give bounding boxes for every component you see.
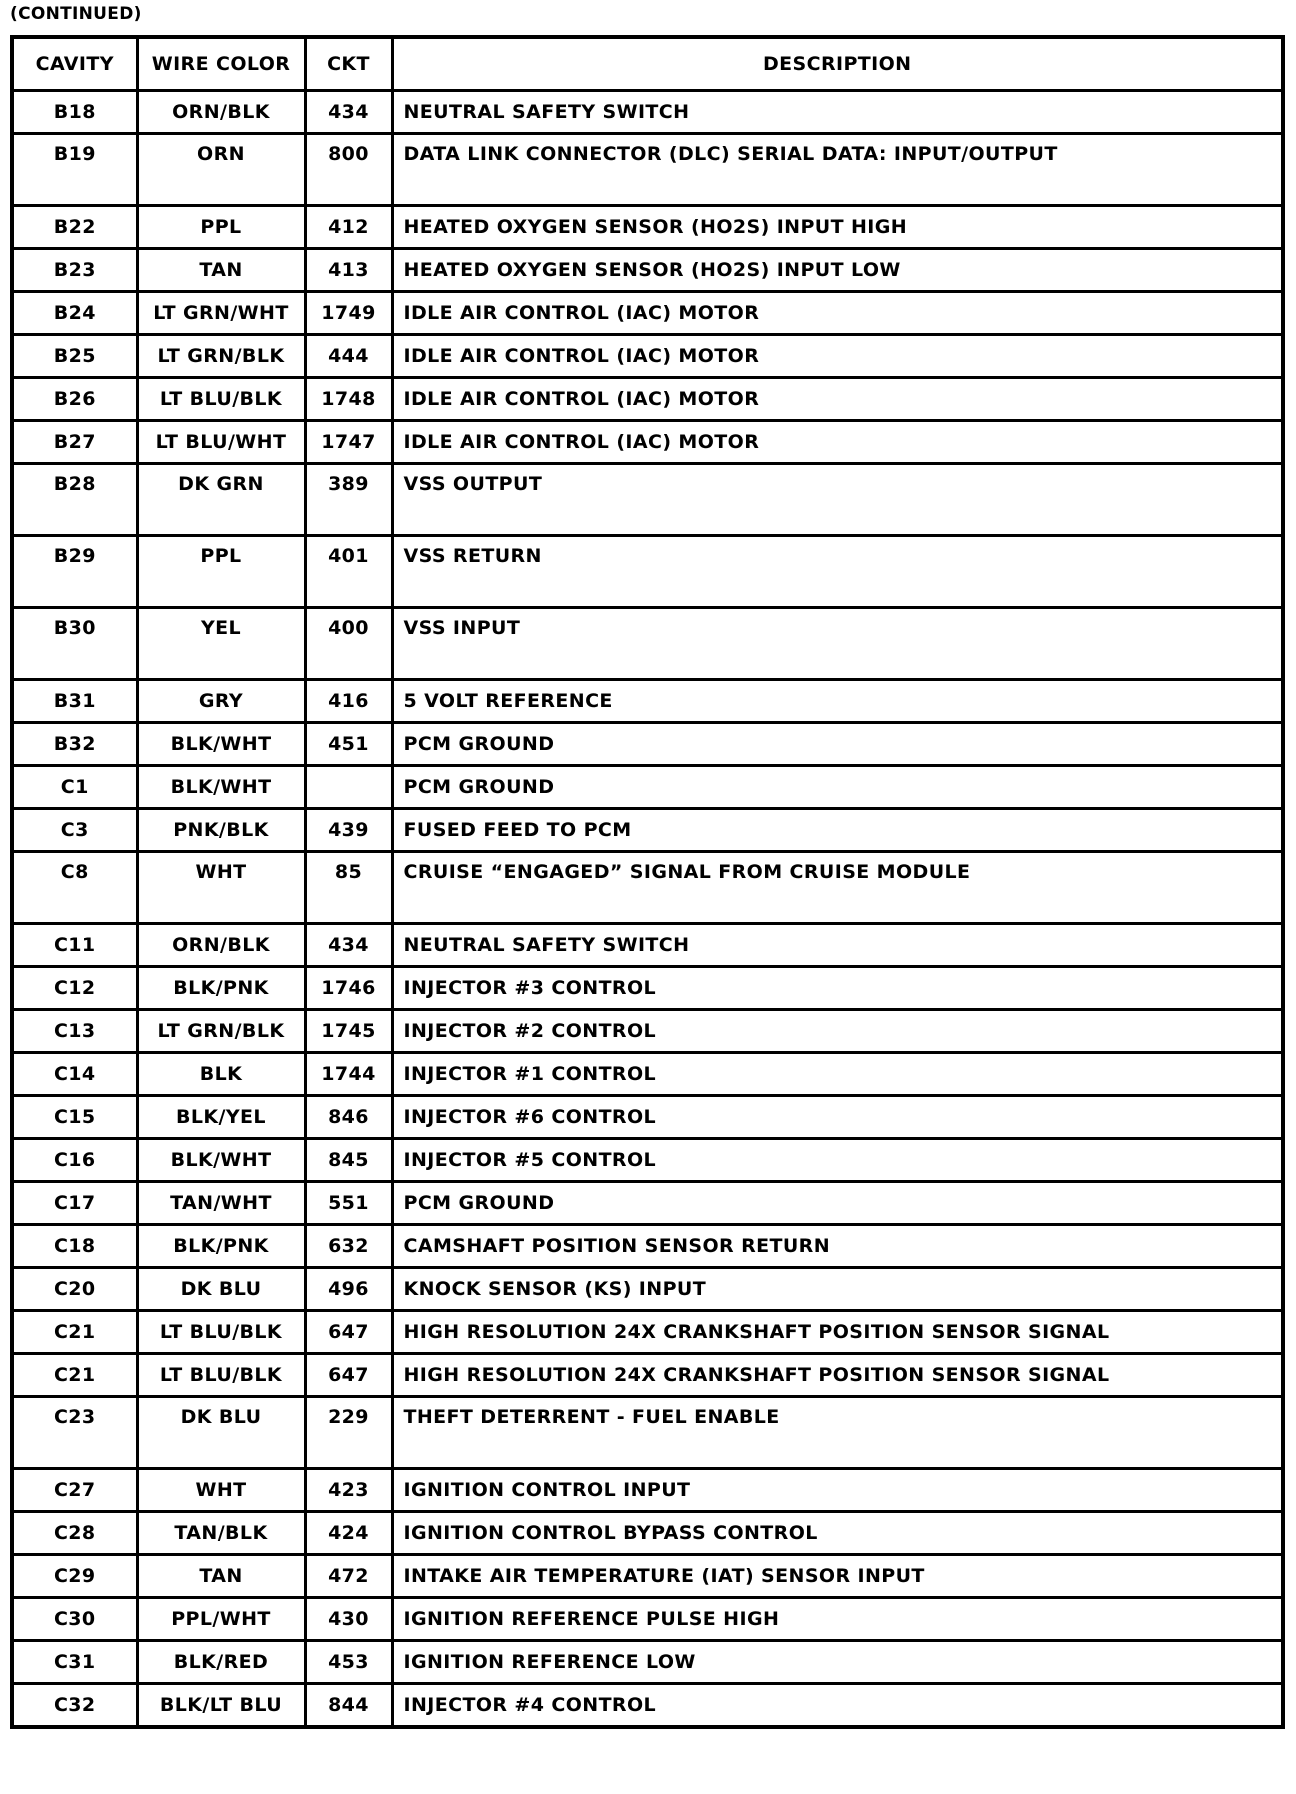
table-row (12, 1268, 1283, 1311)
cavity-cell: C13 (12, 1010, 137, 1053)
table-row (12, 852, 1283, 924)
description-cell: PCM GROUND (392, 766, 1283, 809)
cavity-cell: B31 (12, 680, 137, 723)
table-row (12, 421, 1283, 464)
ckt-cell: 229 (305, 1397, 392, 1469)
wire-color-cell: PPL (137, 536, 305, 608)
header-row (12, 37, 1283, 91)
ckt-cell: 1747 (305, 421, 392, 464)
table-row (12, 723, 1283, 766)
wire-color-cell: LT GRN/BLK (137, 335, 305, 378)
wire-color-header: WIRE COLOR (137, 37, 305, 91)
table-row (12, 249, 1283, 292)
wire-color-cell: TAN/BLK (137, 1512, 305, 1555)
description-header: DESCRIPTION (392, 37, 1283, 91)
description-cell: INTAKE AIR TEMPERATURE (IAT) SENSOR INPUT (392, 1555, 1283, 1598)
wire-color-cell: BLK/WHT (137, 766, 305, 809)
table-row (12, 1598, 1283, 1641)
wire-color-cell: GRY (137, 680, 305, 723)
description-cell: INJECTOR #2 CONTROL (392, 1010, 1283, 1053)
ckt-cell: 1745 (305, 1010, 392, 1053)
ckt-cell: 416 (305, 680, 392, 723)
cavity-cell: C20 (12, 1268, 137, 1311)
cavity-cell: C8 (12, 852, 137, 924)
wire-color-cell: ORN/BLK (137, 91, 305, 134)
description-cell: VSS RETURN (392, 536, 1283, 608)
table-row (12, 924, 1283, 967)
description-cell: INJECTOR #3 CONTROL (392, 967, 1283, 1010)
ckt-cell: 846 (305, 1096, 392, 1139)
cavity-cell: B26 (12, 378, 137, 421)
table-row (12, 608, 1283, 680)
table-row (12, 378, 1283, 421)
table-row (12, 1555, 1283, 1598)
ckt-cell: 1746 (305, 967, 392, 1010)
cavity-cell: B24 (12, 292, 137, 335)
connector-pinout-table (10, 35, 1285, 1729)
table-row (12, 809, 1283, 852)
description-cell: NEUTRAL SAFETY SWITCH (392, 91, 1283, 134)
ckt-cell: 844 (305, 1684, 392, 1728)
cavity-cell: C11 (12, 924, 137, 967)
description-cell: IDLE AIR CONTROL (IAC) MOTOR (392, 335, 1283, 378)
ckt-cell: 439 (305, 809, 392, 852)
continued-note: (CONTINUED) (10, 4, 142, 24)
wire-color-cell: TAN (137, 249, 305, 292)
table-row (12, 680, 1283, 723)
wire-color-cell: LT GRN/BLK (137, 1010, 305, 1053)
description-cell: INJECTOR #4 CONTROL (392, 1684, 1283, 1728)
ckt-cell: 800 (305, 134, 392, 206)
description-cell: IDLE AIR CONTROL (IAC) MOTOR (392, 378, 1283, 421)
ckt-cell (305, 766, 392, 809)
table-row (12, 335, 1283, 378)
description-cell: INJECTOR #6 CONTROL (392, 1096, 1283, 1139)
description-cell: FUSED FEED TO PCM (392, 809, 1283, 852)
table-row (12, 1684, 1283, 1728)
ckt-cell: 496 (305, 1268, 392, 1311)
description-cell: INJECTOR #5 CONTROL (392, 1139, 1283, 1182)
description-cell: HIGH RESOLUTION 24X CRANKSHAFT POSITION SENSOR SIGNAL (392, 1311, 1283, 1354)
cavity-cell: B30 (12, 608, 137, 680)
cavity-header: CAVITY (12, 37, 137, 91)
wire-color-cell: DK BLU (137, 1268, 305, 1311)
ckt-cell: 412 (305, 206, 392, 249)
table-row (12, 206, 1283, 249)
table-row (12, 1182, 1283, 1225)
wire-color-cell: WHT (137, 1469, 305, 1512)
table-row (12, 1512, 1283, 1555)
wire-color-cell: LT BLU/BLK (137, 1354, 305, 1397)
cavity-cell: C27 (12, 1469, 137, 1512)
table-row (12, 1139, 1283, 1182)
cavity-cell: B27 (12, 421, 137, 464)
table-row (12, 1354, 1283, 1397)
wire-color-cell: PNK/BLK (137, 809, 305, 852)
wire-color-cell: ORN/BLK (137, 924, 305, 967)
wire-color-cell: TAN (137, 1555, 305, 1598)
cavity-cell: C31 (12, 1641, 137, 1684)
wire-color-cell: YEL (137, 608, 305, 680)
wire-color-cell: DK BLU (137, 1397, 305, 1469)
table-row (12, 292, 1283, 335)
table-row (12, 1397, 1283, 1469)
cavity-cell: C21 (12, 1354, 137, 1397)
cavity-cell: B28 (12, 464, 137, 536)
ckt-cell: 647 (305, 1354, 392, 1397)
wire-color-cell: ORN (137, 134, 305, 206)
description-cell: CAMSHAFT POSITION SENSOR RETURN (392, 1225, 1283, 1268)
ckt-cell: 430 (305, 1598, 392, 1641)
cavity-cell: B32 (12, 723, 137, 766)
ckt-cell: 1748 (305, 378, 392, 421)
ckt-cell: 389 (305, 464, 392, 536)
ckt-header: CKT (305, 37, 392, 91)
description-cell: CRUISE “ENGAGED” SIGNAL FROM CRUISE MODULE (392, 852, 1283, 924)
table-row (12, 134, 1283, 206)
wire-color-cell: LT BLU/WHT (137, 421, 305, 464)
wire-color-cell: TAN/WHT (137, 1182, 305, 1225)
wire-color-cell: PPL/WHT (137, 1598, 305, 1641)
table-row (12, 536, 1283, 608)
ckt-cell: 551 (305, 1182, 392, 1225)
ckt-cell: 1749 (305, 292, 392, 335)
ckt-cell: 632 (305, 1225, 392, 1268)
description-cell: NEUTRAL SAFETY SWITCH (392, 924, 1283, 967)
cavity-cell: C1 (12, 766, 137, 809)
ckt-cell: 434 (305, 91, 392, 134)
wire-color-cell: BLK/LT BLU (137, 1684, 305, 1728)
description-cell: 5 VOLT REFERENCE (392, 680, 1283, 723)
ckt-cell: 472 (305, 1555, 392, 1598)
description-cell: IGNITION REFERENCE PULSE HIGH (392, 1598, 1283, 1641)
wire-color-cell: DK GRN (137, 464, 305, 536)
ckt-cell: 423 (305, 1469, 392, 1512)
cavity-cell: C12 (12, 967, 137, 1010)
description-cell: IDLE AIR CONTROL (IAC) MOTOR (392, 421, 1283, 464)
ckt-cell: 401 (305, 536, 392, 608)
description-cell: KNOCK SENSOR (KS) INPUT (392, 1268, 1283, 1311)
description-cell: IGNITION CONTROL BYPASS CONTROL (392, 1512, 1283, 1555)
cavity-cell: C32 (12, 1684, 137, 1728)
wire-color-cell: BLK/WHT (137, 1139, 305, 1182)
description-cell: IGNITION CONTROL INPUT (392, 1469, 1283, 1512)
ckt-cell: 413 (305, 249, 392, 292)
ckt-cell: 453 (305, 1641, 392, 1684)
description-cell: THEFT DETERRENT - FUEL ENABLE (392, 1397, 1283, 1469)
ckt-cell: 845 (305, 1139, 392, 1182)
cavity-cell: C14 (12, 1053, 137, 1096)
cavity-cell: B29 (12, 536, 137, 608)
table-row (12, 766, 1283, 809)
cavity-cell: C28 (12, 1512, 137, 1555)
cavity-cell: C15 (12, 1096, 137, 1139)
cavity-cell: C3 (12, 809, 137, 852)
wire-color-cell: BLK/RED (137, 1641, 305, 1684)
ckt-cell: 1744 (305, 1053, 392, 1096)
ckt-cell: 400 (305, 608, 392, 680)
cavity-cell: C21 (12, 1311, 137, 1354)
wire-color-cell: BLK/PNK (137, 967, 305, 1010)
table-body (12, 91, 1283, 1728)
cavity-cell: B22 (12, 206, 137, 249)
cavity-cell: B18 (12, 91, 137, 134)
cavity-cell: B19 (12, 134, 137, 206)
wire-color-cell: PPL (137, 206, 305, 249)
cavity-cell: C16 (12, 1139, 137, 1182)
wire-color-cell: LT BLU/BLK (137, 378, 305, 421)
cavity-cell: C18 (12, 1225, 137, 1268)
table-row (12, 1096, 1283, 1139)
description-cell: DATA LINK CONNECTOR (DLC) SERIAL DATA: INPUT/OUTPUT (392, 134, 1283, 206)
description-cell: PCM GROUND (392, 723, 1283, 766)
description-cell: HIGH RESOLUTION 24X CRANKSHAFT POSITION SENSOR SIGNAL (392, 1354, 1283, 1397)
ckt-cell: 451 (305, 723, 392, 766)
table-row (12, 1225, 1283, 1268)
table-row (12, 1469, 1283, 1512)
cavity-cell: C29 (12, 1555, 137, 1598)
ckt-cell: 434 (305, 924, 392, 967)
table-row (12, 1641, 1283, 1684)
cavity-cell: C17 (12, 1182, 137, 1225)
cavity-cell: B25 (12, 335, 137, 378)
ckt-cell: 647 (305, 1311, 392, 1354)
wire-color-cell: BLK/YEL (137, 1096, 305, 1139)
description-cell: VSS INPUT (392, 608, 1283, 680)
ckt-cell: 444 (305, 335, 392, 378)
description-cell: HEATED OXYGEN SENSOR (HO2S) INPUT LOW (392, 249, 1283, 292)
ckt-cell: 85 (305, 852, 392, 924)
description-cell: VSS OUTPUT (392, 464, 1283, 536)
wire-color-cell: BLK/WHT (137, 723, 305, 766)
wire-color-cell: BLK/PNK (137, 1225, 305, 1268)
description-cell: IGNITION REFERENCE LOW (392, 1641, 1283, 1684)
wire-color-cell: BLK (137, 1053, 305, 1096)
wire-color-cell: LT GRN/WHT (137, 292, 305, 335)
description-cell: INJECTOR #1 CONTROL (392, 1053, 1283, 1096)
table-row (12, 1010, 1283, 1053)
description-cell: HEATED OXYGEN SENSOR (HO2S) INPUT HIGH (392, 206, 1283, 249)
table-row (12, 464, 1283, 536)
cavity-cell: C23 (12, 1397, 137, 1469)
description-cell: PCM GROUND (392, 1182, 1283, 1225)
ckt-cell: 424 (305, 1512, 392, 1555)
cavity-cell: B23 (12, 249, 137, 292)
table-row (12, 91, 1283, 134)
wire-color-cell: WHT (137, 852, 305, 924)
wire-color-cell: LT BLU/BLK (137, 1311, 305, 1354)
table-row (12, 1053, 1283, 1096)
cavity-cell: C30 (12, 1598, 137, 1641)
table-row (12, 1311, 1283, 1354)
table-row (12, 967, 1283, 1010)
description-cell: IDLE AIR CONTROL (IAC) MOTOR (392, 292, 1283, 335)
